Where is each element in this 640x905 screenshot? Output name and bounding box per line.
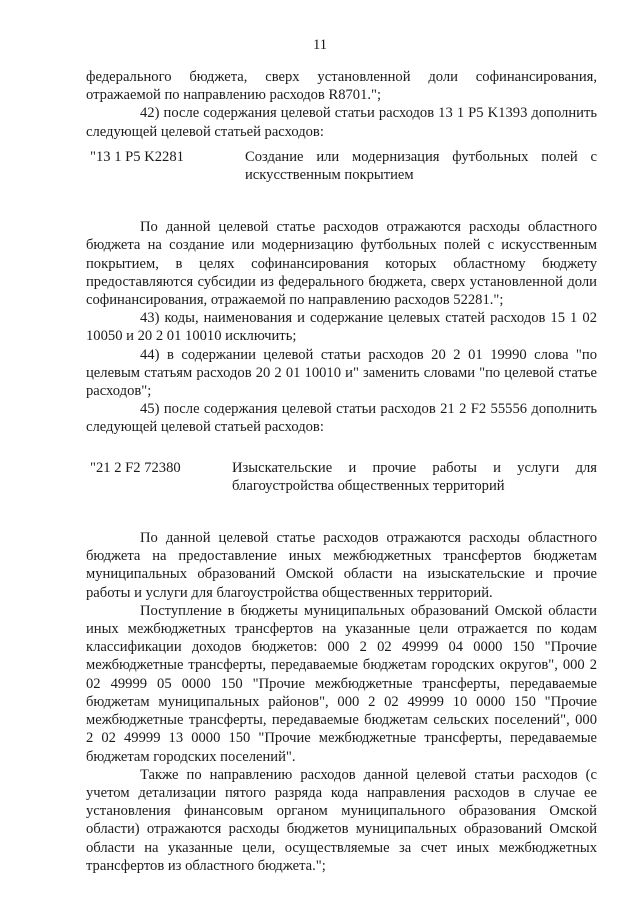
paragraph-description: По данной целевой статье расходов отражаются расходы областного бюджета на создание или модернизацию футбольных полей с искусственным покрытием, в целях софинансирования которых областному бюджету предоставляются субсидии из федерального бюджета, сверх установленной доли софинансирования, отражаемой по направлению расходов 52281."; [86, 219, 597, 309]
paragraph-item-45: 45) после содержания целевой статьи расходов 21 2 F2 55556 дополнить следующей целевой статьей расходов: [86, 401, 597, 436]
article-title: Изыскательские и прочие работы и услуги для благоустройства общественных территорий [232, 459, 597, 494]
paragraph-item-44: 44) в содержании целевой статьи расходов 20 2 01 19990 слова "по целевым статьям расходов 20 2 01 10010 и" заменить словами "по целевой статье расходов"; [86, 346, 597, 400]
article-code: "13 1 P5 K2281 [90, 148, 184, 165]
article-code: "21 2 F2 72380 [90, 459, 181, 476]
target-article-entry [86, 148, 597, 184]
paragraph-description: По данной целевой статье расходов отражаются расходы областного бюджета на предоставление иных межбюджетных трансфертов бюджетам муниципальных образований Омской области на изыскательские и прочие работы и услуги для благоустройства общественных территорий. [86, 530, 597, 601]
page-number: 11 [312, 37, 328, 53]
paragraph-item-42: 42) после содержания целевой статьи расходов 13 1 P5 K1393 дополнить следующей целевой статьей расходов: [86, 105, 597, 140]
paragraph-item-43: 43) коды, наименования и содержание целевых статей расходов 15 1 02 10050 и 20 2 01 10010 исключить; [86, 310, 597, 345]
document-body [86, 68, 597, 875]
paragraph-income-codes: Поступление в бюджеты муниципальных образований Омской области иных межбюджетных трансфертов на указанные цели отражается по кодам классификации доходов бюджетов: 000 2 02 49999 04 0000 150 "Прочие межбюджетные трансферты, передаваемые бюджетам городских округов", 000 2 02 49999 05 0000 150 "Прочие межбюджетные трансферты, передаваемые бюджетам муниципальных районов", 000 2 02 49999 10 0000 150 "Прочие межбюджетные трансферты, передаваемые бюджетам сельских поселений", 000 2 02 49999 13 0000 150 "Прочие межбюджетные трансферты, передаваемые бюджетам городских поселений". [86, 602, 597, 765]
article-title: Создание или модернизация футбольных полей с искусственным покрытием [245, 148, 597, 184]
target-article-entry [86, 459, 597, 495]
paragraph-detailing: Также по направлению расходов данной целевой статьи расходов (с учетом детализации пятого разряда кода направления расходов в случае ее установления финансовым органом муниципального образования Омской области) отражаются расходы бюджетов муниципальных образований Омской области на указанные цели, осуществляемые за счет иных межбюджетных трансфертов из областного бюджета."; [86, 766, 597, 874]
paragraph-continuation: федерального бюджета, сверх установленной доли софинансирования, отражаемой по направлению расходов R8701."; [86, 69, 597, 104]
